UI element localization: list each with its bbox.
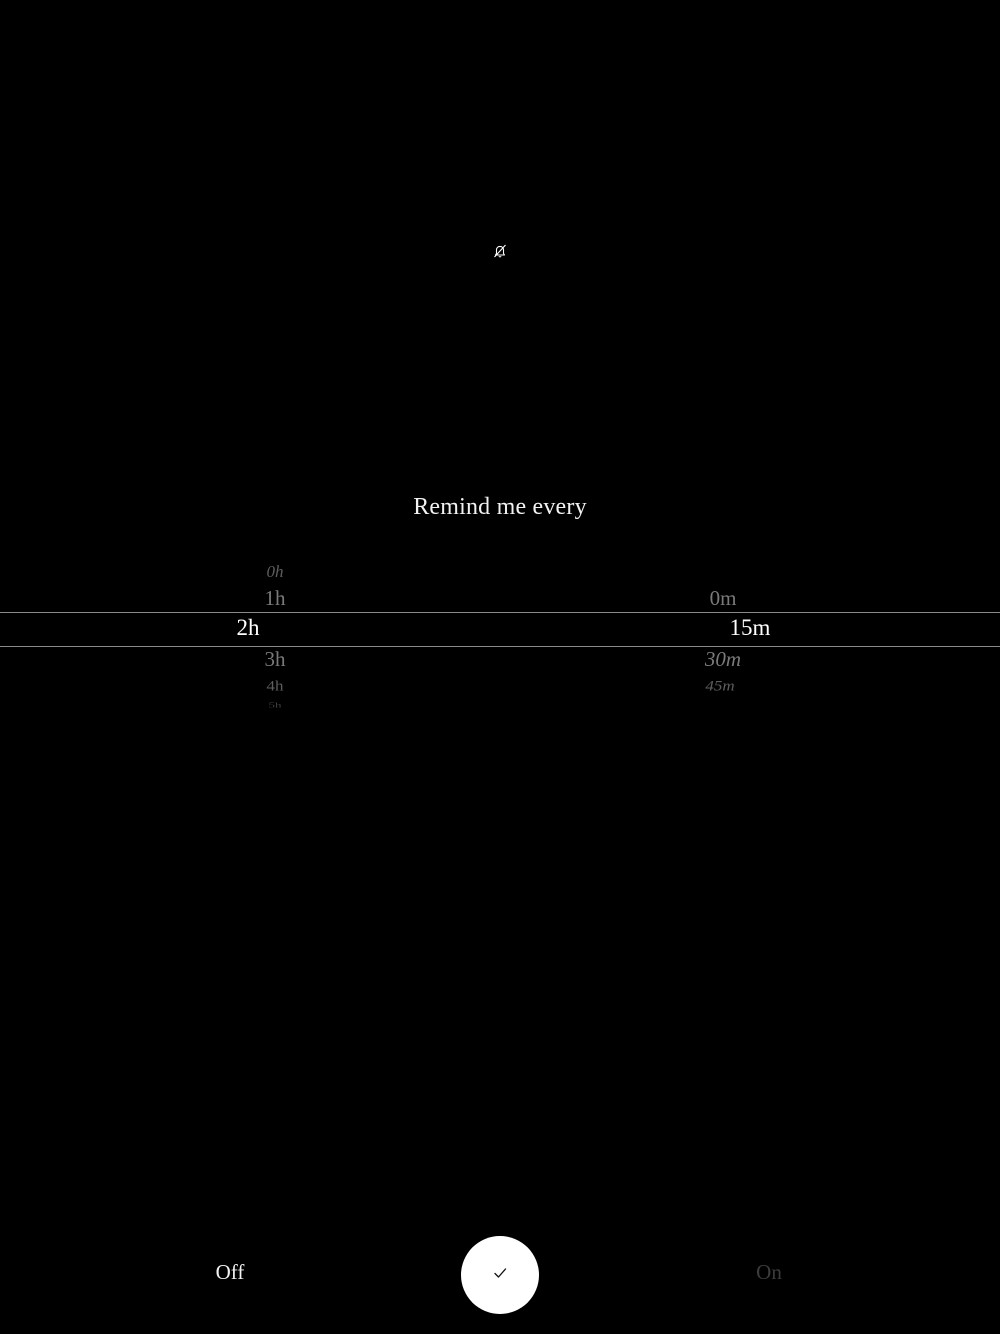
on-button[interactable]: On xyxy=(756,1260,782,1284)
hour-option[interactable]: 5h xyxy=(268,700,282,710)
off-button[interactable]: Off xyxy=(215,1260,245,1284)
minute-option[interactable]: 45m xyxy=(705,677,735,694)
minutes-wheel[interactable] xyxy=(620,555,820,735)
hour-option[interactable]: 1h xyxy=(264,586,286,610)
selection-line-bottom xyxy=(0,646,1000,647)
interval-picker[interactable] xyxy=(0,555,1000,735)
checkmark-icon xyxy=(492,1265,508,1286)
hours-wheel[interactable] xyxy=(175,555,375,735)
minute-option-selected[interactable]: 15m xyxy=(729,615,771,640)
minute-option[interactable]: 0m xyxy=(709,586,737,610)
selection-line-top xyxy=(0,612,1000,613)
bell-off-icon xyxy=(491,242,509,260)
hour-option[interactable]: 0h xyxy=(266,562,284,581)
minute-option[interactable]: 30m xyxy=(704,647,742,671)
hour-option[interactable]: 3h xyxy=(264,647,286,671)
page-title: Remind me every xyxy=(413,494,587,520)
confirm-button[interactable] xyxy=(461,1236,539,1314)
hour-option[interactable]: 4h xyxy=(266,677,284,694)
hour-option-selected[interactable]: 2h xyxy=(236,615,260,640)
